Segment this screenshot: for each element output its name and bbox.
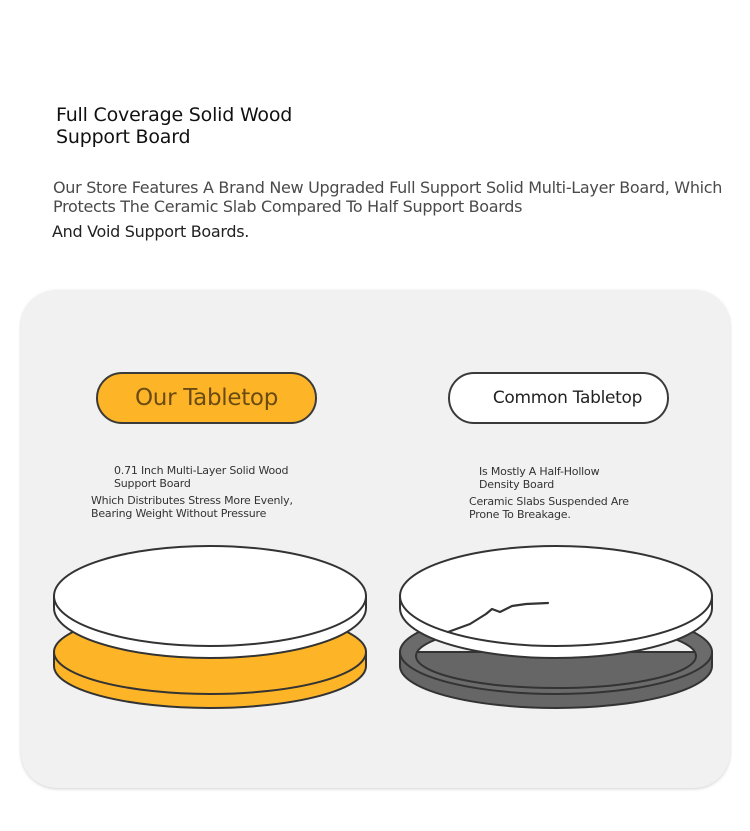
our-tabletop-label: Our Tabletop (134, 385, 278, 411)
common-tabletop-illustration (400, 546, 712, 708)
ours-desc-line-3: Which Distributes Stress More Evenly, (91, 494, 293, 507)
description-line-3: And Void Support Boards. (52, 222, 250, 241)
ours-desc-line-4: Bearing Weight Without Pressure (91, 507, 267, 520)
description-line-2: Protects The Ceramic Slab Compared To Half Support Boards (53, 197, 523, 216)
common-tabletop-label: Common Tabletop (492, 388, 643, 408)
common-desc-line-4: Prone To Breakage. (469, 508, 571, 521)
ours-desc-line-1: 0.71 Inch Multi-Layer Solid Wood (114, 464, 289, 477)
description-line-1: Our Store Features A Brand New Upgraded Full Support Solid Multi-Layer Board, Which (53, 178, 723, 197)
common-desc-line-1: Is Mostly A Half-Hollow (479, 465, 600, 478)
common-desc-line-2: Density Board (479, 478, 555, 491)
cracked-slab-top (400, 546, 712, 646)
title-line-1: Full Coverage Solid Wood (56, 104, 293, 126)
ours-desc-line-2: Support Board (114, 477, 191, 490)
title-line-2: Support Board (56, 126, 191, 148)
common-desc-line-3: Ceramic Slabs Suspended Are (469, 495, 629, 508)
ceramic-slab-top (54, 546, 366, 646)
our-tabletop-illustration (54, 546, 366, 708)
